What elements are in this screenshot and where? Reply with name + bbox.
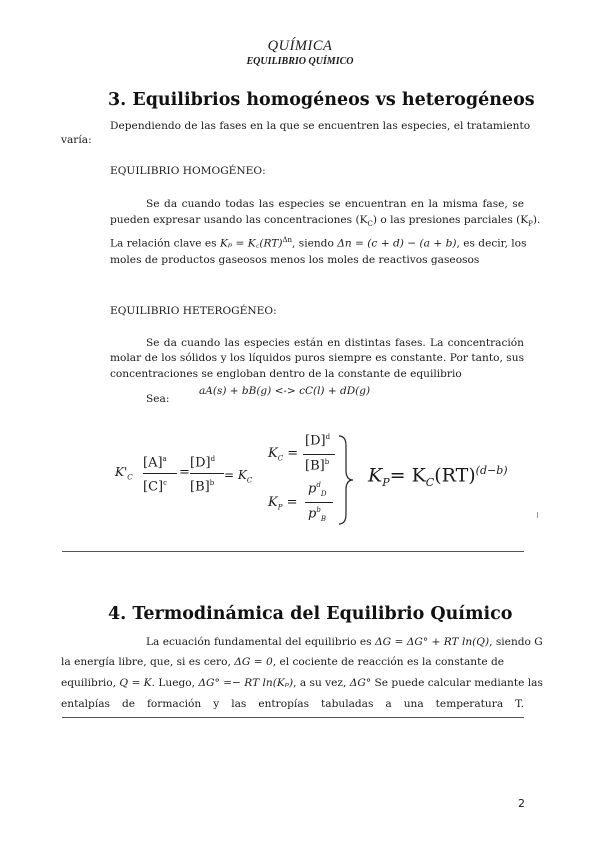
kc-lhs-letter: K: [268, 446, 278, 461]
kp-lhs: $K_P$ =: [268, 495, 298, 512]
kc-fraction-bar: [303, 454, 335, 455]
q-equals-k-formula: Q = K: [119, 677, 152, 689]
page-number: 2: [518, 797, 525, 810]
reaction-equation: aA(s) + bB(g) <-> cC(l) + dD(g): [199, 385, 371, 397]
final-kp-letter: K: [368, 464, 383, 487]
document-header-subtitle: EQUILIBRIO QUÍMICO: [246, 56, 354, 67]
homogeneous-line2-text-b: ) o las presiones parciales (K: [372, 214, 529, 226]
conc-D: [D]: [190, 455, 211, 471]
section-4-line1-text-a: La ecuación fundamental del equilibrio es: [146, 636, 375, 648]
delta-n-formula: Δn = (c + d) − (a + b): [337, 237, 457, 250]
kp-den-exp: b: [316, 506, 321, 514]
fraction-2-denominator: [190, 479, 214, 494]
final-kc-subscript: C: [425, 476, 435, 490]
heterogeneous-label: EQUILIBRIO HETEROGÉNEO:: [110, 305, 277, 317]
homogeneous-kc-subscript: C: [367, 220, 373, 229]
final-kp-relation: [368, 464, 508, 489]
section-4-line3: [61, 676, 543, 690]
equals-kc-letter: = K: [224, 468, 247, 482]
kc-exp-d: d: [325, 433, 331, 441]
exp-b: b: [209, 479, 215, 487]
kc-lhs: $K_C$ =: [268, 446, 299, 463]
fraction-2-bar: [190, 473, 224, 474]
kc-numerator: [305, 433, 330, 448]
section-4-line1: [146, 635, 543, 649]
section-4-line3-text-d: Se puede calcular mediante las: [371, 677, 543, 689]
section-4-line3-text-c: , a su vez,: [293, 677, 350, 689]
kp-fraction-bar: [305, 502, 333, 503]
kp-lhs-letter: K: [268, 495, 278, 510]
homogeneous-line4: moles de productos gaseosos menos los moles de reactivos gaseosos: [110, 254, 480, 266]
section-4-line3-text-a: equilibrio,: [61, 677, 120, 689]
section-4-line2-text-a: la energía libre, que, si es cero,: [61, 656, 235, 668]
kp-num-exp: d: [316, 481, 321, 489]
gibbs-equation-formula: ΔG = ΔG° + RT ln(Q): [374, 636, 490, 648]
conc-C: [C]: [143, 479, 164, 495]
exp-d: d: [210, 455, 216, 463]
equals-kc: [224, 468, 252, 484]
kp-partial-pressure-D: p: [308, 481, 317, 497]
homogeneous-line3-text-b: , siendo: [292, 237, 338, 250]
homogeneous-line2-text-a: pueden expresar usando las concentraciones (K: [110, 214, 368, 226]
homogeneous-line2: [110, 213, 540, 231]
kp-denominator: [308, 506, 326, 523]
fraction-1-bar: [143, 473, 177, 474]
kc-prime-letter: K': [115, 465, 128, 479]
kp-lhs-subscript: P: [277, 503, 283, 512]
final-equals-kc: = K: [389, 464, 426, 487]
equals-kc-subscript: C: [246, 476, 253, 485]
section-3-heading: 3. Equilibrios homogéneos vs heterogéneos: [108, 90, 535, 110]
kp-kc-relation-formula: Kₚ = K꜀(RT): [219, 237, 283, 250]
delta-g-zero-formula: ΔG = 0: [234, 656, 273, 668]
fraction-1-denominator: [143, 479, 167, 494]
stray-mark: [537, 512, 538, 518]
section-divider-1: [62, 551, 524, 552]
homogeneous-line1: Se da cuando todas las especies se encuentran en la misma fase, se: [146, 198, 524, 210]
section-4-line4: entalpías de formación y las entropías tabuladas a una temperatura T.: [61, 698, 524, 710]
kc-conc-B: [B]: [305, 458, 325, 474]
heterogeneous-line3: concentraciones se engloban dentro de la constante de equilibrio: [110, 368, 462, 380]
fraction-1-numerator: [143, 455, 167, 470]
right-brace-icon: [336, 434, 356, 526]
kp-partial-pressure-B: p: [308, 506, 317, 522]
fraction-2-numerator: [190, 455, 215, 470]
delta-n-superscript: Δn: [282, 236, 293, 244]
section-4-line2-text-b: , el cociente de reacción es la constante de: [272, 656, 505, 668]
kc-prime-subscript: C: [127, 473, 133, 482]
final-kp-subscript: P: [382, 476, 390, 490]
heterogeneous-line2: molar de los sólidos y los líquidos puros siempre es constante. Por tanto, sus: [110, 352, 524, 364]
section-4-line3-text-b: . Luego,: [151, 677, 199, 689]
section-4-line2: [61, 655, 504, 669]
homogeneous-line2-text-c: ).: [532, 214, 541, 226]
homogeneous-label: EQUILIBRIO HOMOGÉNEO:: [110, 165, 266, 177]
kc-lhs-subscript: C: [277, 454, 284, 463]
exp-a: a: [162, 455, 167, 463]
homogeneous-line3-text-c: , es decir, los: [456, 237, 527, 250]
sea-label: Sea:: [146, 393, 170, 405]
standard-gibbs-formula: ΔG° =− RT ln(Kₚ): [198, 677, 294, 689]
section-divider-2: [62, 717, 524, 718]
multiply-equals-sign: =: [179, 465, 190, 480]
kp-den-subscript: B: [320, 514, 326, 523]
final-exponent: (d−b): [475, 464, 508, 477]
kp-num-subscript: D: [320, 489, 327, 498]
delta-g-standard-symbol: ΔG°: [349, 677, 372, 689]
conc-A: [A]: [143, 455, 163, 471]
section-3-intro-line2: varía:: [61, 134, 92, 146]
final-rt: (RT): [434, 464, 476, 487]
section-4-heading: 4. Termodinámica del Equilibrio Químico: [108, 604, 513, 624]
kc-conc-D: [D]: [305, 433, 326, 449]
kp-numerator: [308, 481, 326, 498]
homogeneous-kp-subscript: P: [528, 220, 533, 229]
document-header-title: QUÍMICA: [267, 38, 333, 54]
exp-c: c: [163, 479, 168, 487]
section-4-line1-text-b: , siendo G: [489, 636, 543, 648]
homogeneous-line3-text-a: La relación clave es: [110, 237, 220, 250]
conc-B: [B]: [190, 479, 210, 495]
heterogeneous-line1: Se da cuando las especies están en distintas fases. La concentración: [146, 337, 524, 349]
section-3-intro-line1: Dependiendo de las fases en la que se encuentren las especies, el tratamiento: [110, 120, 531, 132]
kc-exp-b: b: [324, 458, 330, 466]
homogeneous-line3: [110, 233, 527, 251]
kc-prime-symbol: [115, 465, 133, 481]
kc-denominator: [305, 458, 329, 473]
